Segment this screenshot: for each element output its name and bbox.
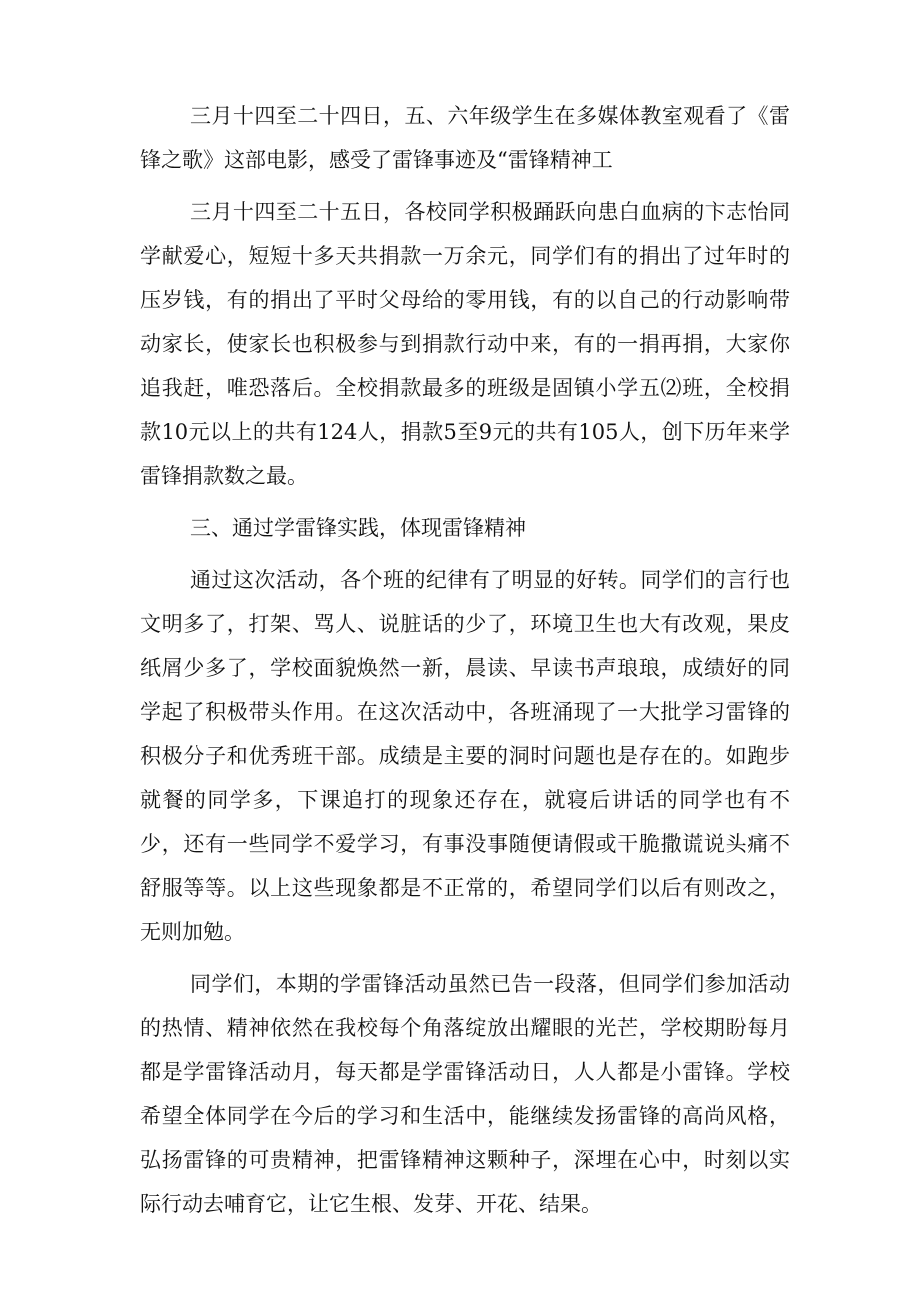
- section-heading-practice: 三、通过学雷锋实践，体现雷锋精神: [190, 516, 526, 540]
- paragraph-movie-viewing: 三月十四至二十四日，五、六年级学生在多媒体教室观看了《雷锋之歌》这部电影，感受了雷锋事迹及“雷锋精神工: [140, 104, 790, 172]
- paragraph-activity-results: 通过这次活动，各个班的纪律有了明显的好转。同学们的言行也文明多了，打架、骂人、说脏话的少了，环境卫生也大有改观，果皮纸屑少多了，学校面貌焕然一新，晨读、早读书声琅琅，成绩好的同学起了积极带头作用。在这次活动中，各班涌现了一大批学习雷锋的积极分子和优秀班干部。成绩是主要的洞时问题也是存在的。如跑步就餐的同学多，下课追打的现象还存在，就寝后讲话的同学也有不少，还有一些同学不爱学习，有事没事随便请假或干脆撒谎说头痛不舒服等等。以上这些现象都是不正常的，希望同学们以后有则改之，无则加勉。: [140, 568, 790, 944]
- paragraph-conclusion: 同学们，本期的学雷锋活动虽然已告一段落，但同学们参加活动的热情、精神依然在我校每个角落绽放出耀眼的光芒，学校期盼每月都是学雷锋活动月，每天都是学雷锋活动日，人人都是小雷锋。学校希望全体同学在今后的学习和生活中，能继续发扬雷锋的高尚风格，弘扬雷锋的可贵精神，把雷锋精神这颗种子，深埋在心中，时刻以实际行动去哺育它，让它生根、发芽、开花、结果。: [140, 972, 790, 1216]
- paragraph-donation: 三月十四至二十五日，各校同学积极踊跃向患白血病的卞志怡同学献爱心，短短十多天共捐款一万余元，同学们有的捐出了过年时的压岁钱，有的捐出了平时父母给的零用钱，有的以自己的行动影响带动家长，使家长也积极参与到捐款行动中来，有的一捐再捐，大家你追我赶，唯恐落后。全校捐款最多的班级是固镇小学五⑵班，全校捐款10元以上的共有124人，捐款5至9元的共有105人，创下历年来学雷锋捐款数之最。: [140, 200, 790, 488]
- document-body: [140, 94, 790, 1234]
